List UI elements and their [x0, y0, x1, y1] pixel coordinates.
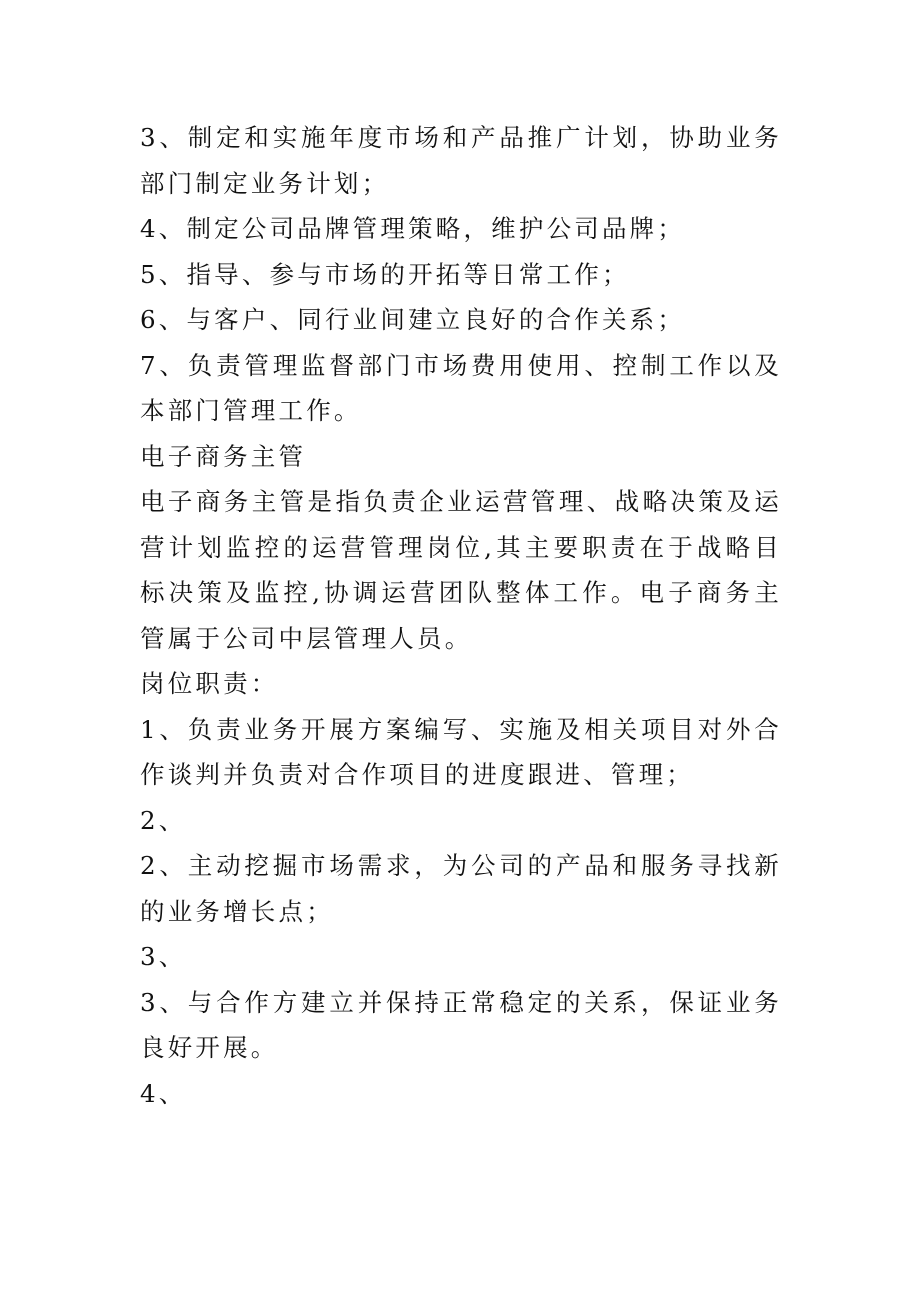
paragraph-duty-2: 2、主动挖掘市场需求，为公司的产品和服务寻找新的业务增长点； [140, 851, 782, 926]
paragraph-duty-4-marker: 4、 [140, 1078, 187, 1108]
paragraph-description: 电子商务主管是指负责企业运营管理、战略决策及运营计划监控的运营管理岗位,其主要职责在于战略目标决策及监控,协调运营团队整体工作。电子商务主管属于公司中层管理人员。 [140, 487, 782, 653]
paragraph-task-5: 5、指导、参与市场的开拓等日常工作； [140, 259, 630, 289]
paragraph-task-6: 6、与客户、同行业间建立良好的合作关系； [140, 305, 686, 334]
paragraph-task-4: 4、制定公司品牌管理策略，维护公司品牌； [140, 214, 686, 243]
paragraph-duty-1: 1、负责业务开展方案编写、实施及相关项目对外合作谈判并负责对合作项目的进度跟进、管理； [140, 714, 782, 789]
section-heading: 电子商务主管 [140, 441, 307, 471]
paragraph-duty-3: 3、与合作方建立并保持正常稳定的关系，保证业务良好开展。 [140, 987, 782, 1062]
paragraph-task-3: 3、制定和实施年度市场和产品推广计划，协助业务部门制定业务计划； [140, 123, 782, 198]
paragraph-duty-3-marker: 3、 [140, 942, 187, 971]
paragraph-task-7: 7、负责管理监督部门市场费用使用、控制工作以及本部门管理工作。 [140, 350, 782, 425]
document-body [140, 115, 782, 1116]
paragraph-duty-2-marker: 2、 [140, 805, 187, 835]
responsibilities-heading: 岗位职责： [140, 669, 279, 698]
